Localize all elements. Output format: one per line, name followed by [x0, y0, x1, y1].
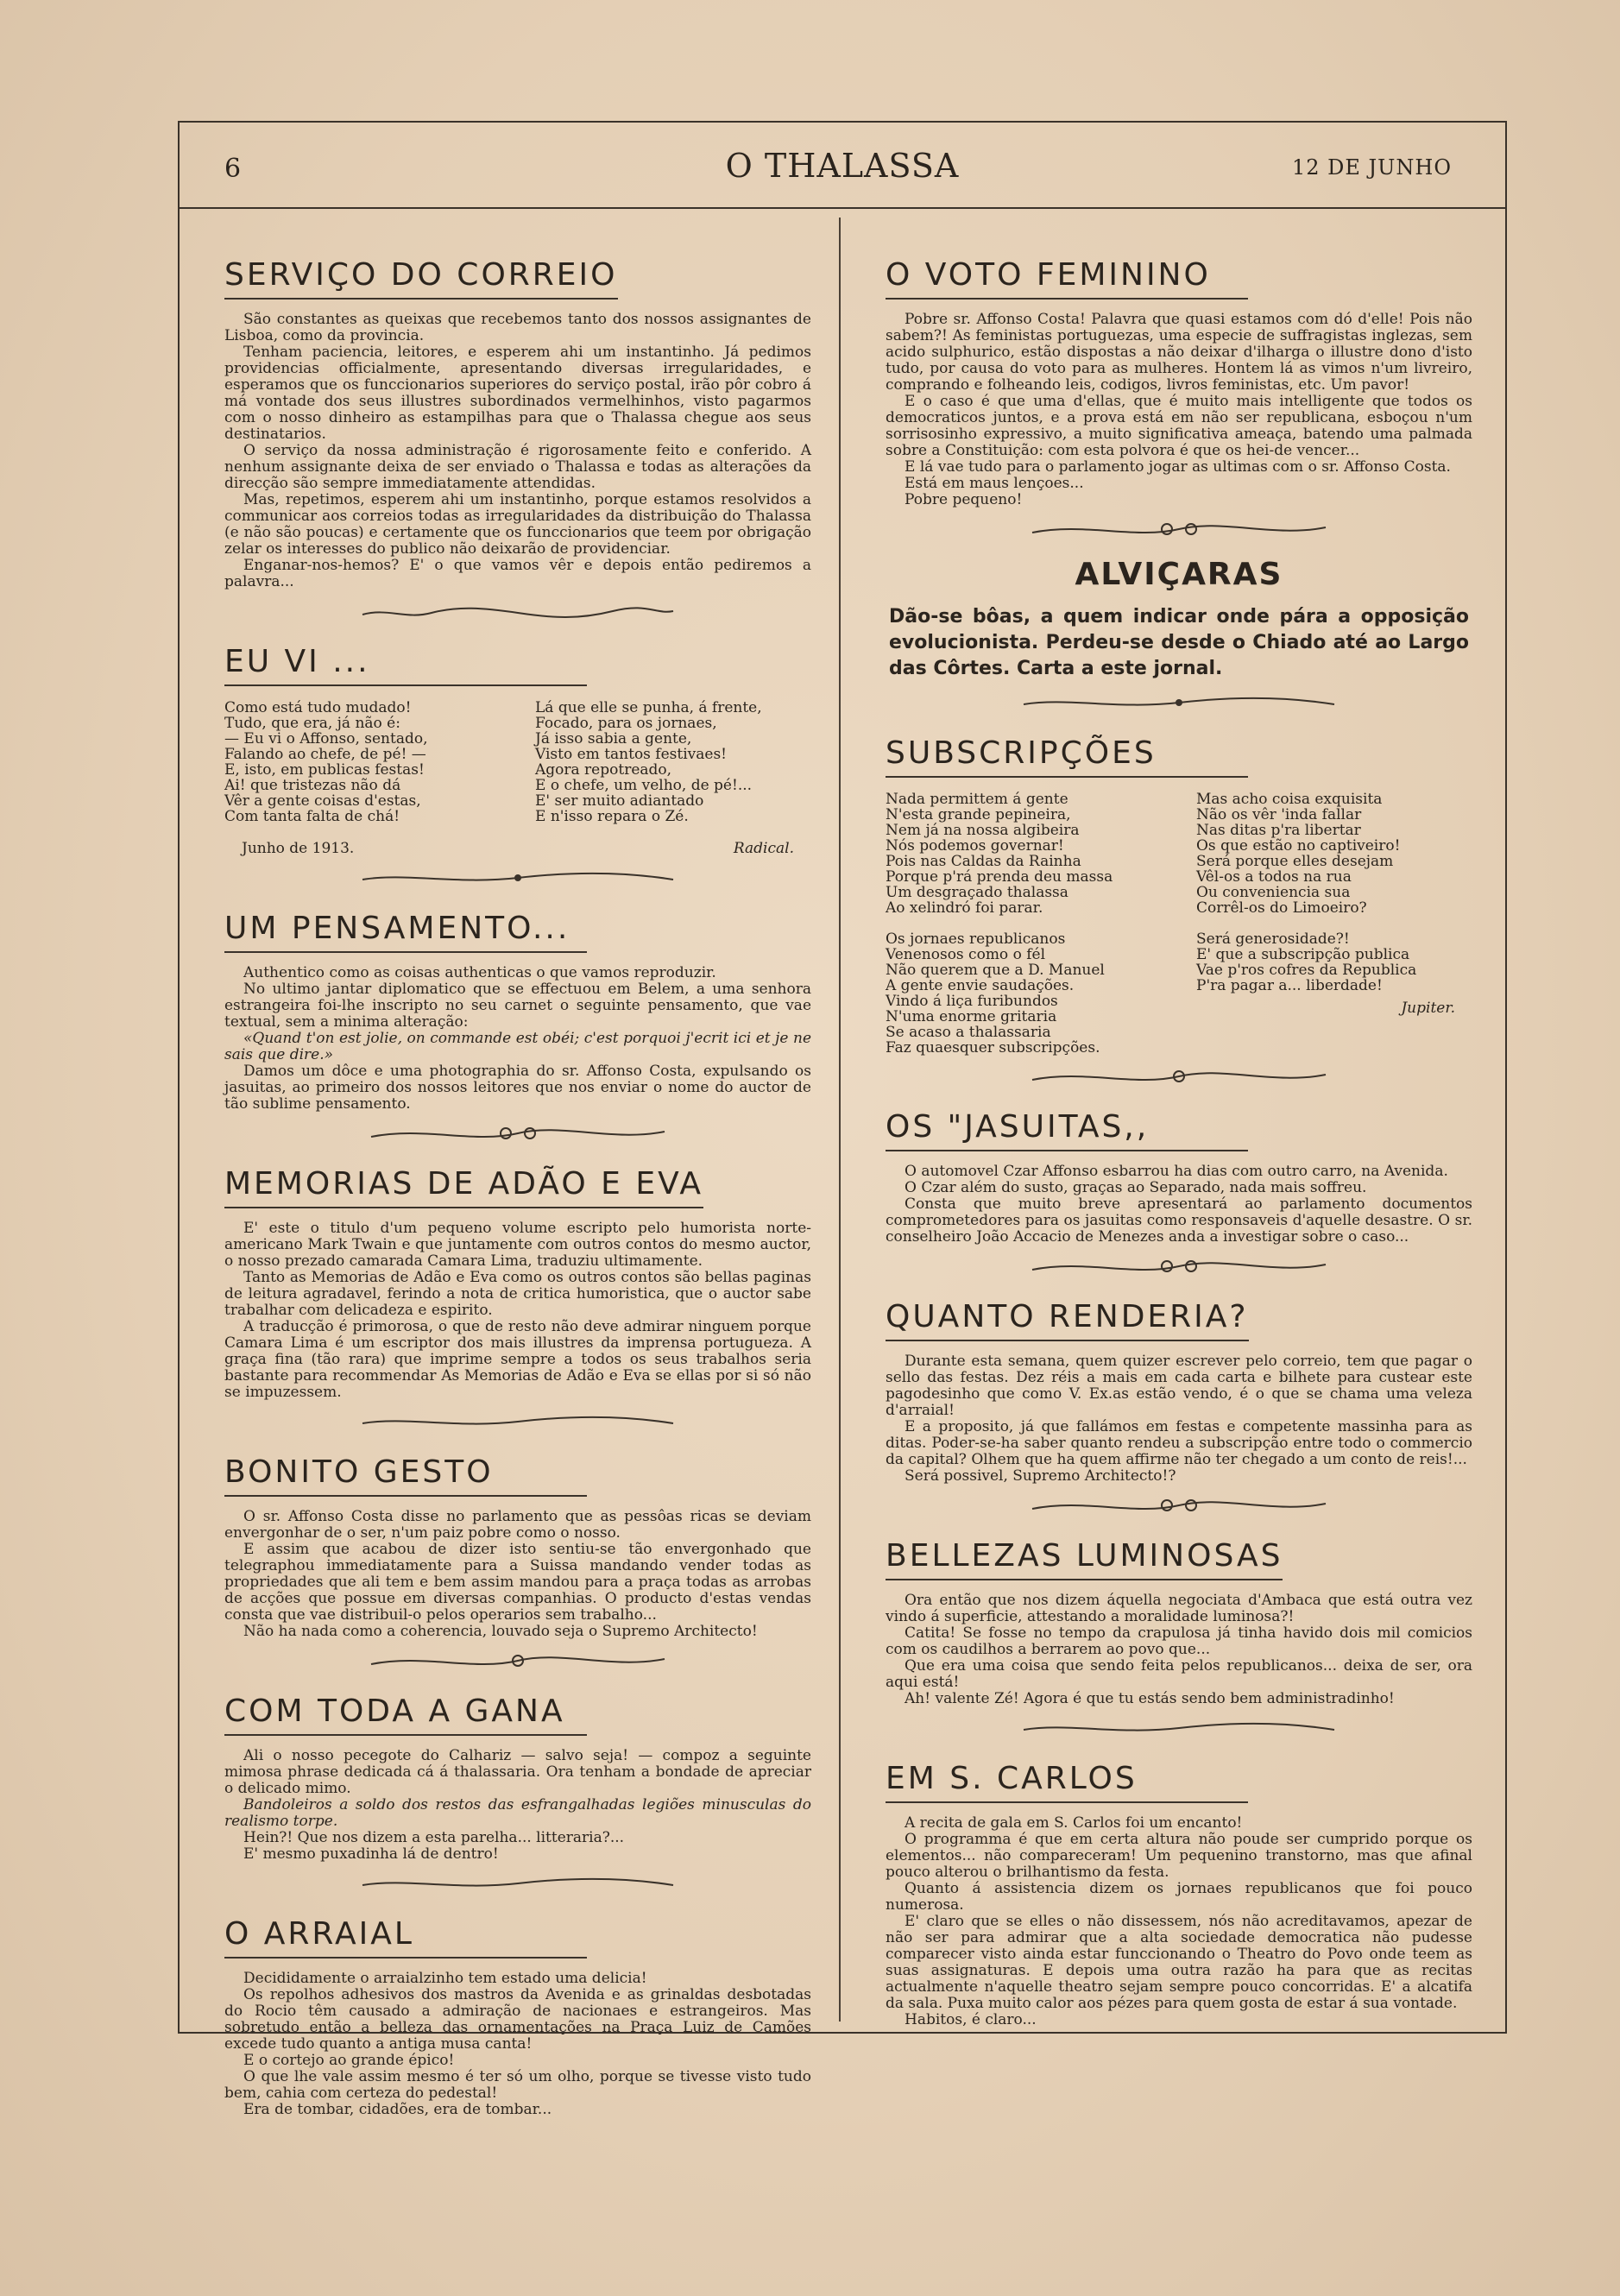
paragraph: Ora então que nos dizem áquella negociata d'Ambaca que está outra vez vindo á superficie, attestando a moralidade luminosa?!: [886, 1592, 1472, 1625]
paragraph: E a proposito, já que fallámos em festas e competente massinha para as ditas. Poder-se-ha saber quanto rendeu a subscripção entre todo o commercio da capital? Olhem que ha quem affirme não ter chegado a um conto de reis!...: [886, 1418, 1472, 1468]
poem-line: E o chefe, um velho, de pé!...: [535, 777, 753, 794]
poem: [886, 792, 1472, 1056]
poem-line: Nós podemos governar!: [886, 837, 1064, 855]
poem-line: Não os vêr 'inda fallar: [1196, 806, 1362, 823]
article-title: MEMORIAS DE ADÃO E EVA: [224, 1166, 703, 1208]
poem-line: Lá que elle se punha, á frente,: [535, 699, 762, 716]
paragraph: Consta que muito breve apresentará ao parlamento documentos comprometedores para os jasuitas como responsaveis d'aquelle desastre. O sr. conselheiro João Accacio de Menezes anda a investigar sobre o caso...: [886, 1195, 1472, 1246]
article-body: [224, 1971, 811, 2118]
paragraph: E assim que acabou de dizer isto sentiu-se tão envergonhado que telegraphou immediatamente para a Suissa mandando vender todas as propriedades que ali tem e bem assim mandou para a praça todas as arrobas de acções que possue em diversas companhias. O producto d'estas vendas consta que vae distribuil-o pelos operarios sem trabalho...: [224, 1541, 811, 1624]
article-body: [224, 312, 811, 590]
poem-line: Visto em tantos festivaes!: [535, 746, 728, 763]
article-body: [224, 1748, 811, 1863]
flourish-ornament-icon: [886, 1493, 1472, 1517]
paragraph: Authentico como as coisas authenticas o que vamos reproduzir.: [243, 964, 716, 981]
article-bonito-gesto: [224, 1449, 811, 1673]
poem-line: N'uma enorme gritaria: [886, 1008, 1057, 1025]
paragraph: Pobre sr. Affonso Costa! Palavra que quasi estamos com dó d'elle! Pois não sabem?! As feministas portuguezas, uma especie de suffragistas inglezas, sem acido sulphurico, estão dispostas a não deixar d'ilharga o illustre dono d'isto tudo, por causa do voto para as mulheres. Hontem lá as vimos n'um livreiro, comprando e folheando leis, codigos, livros feministas, etc. Um pavor!: [886, 311, 1472, 394]
article-body: [886, 1353, 1472, 1485]
poem-line: N'esta grande pepineira,: [886, 806, 1071, 823]
paragraph: O automovel Czar Affonso esbarrou ha dias com outro carro, na Avenida.: [905, 1163, 1448, 1180]
announcement-text: Dão-se bôas, a quem indicar onde pára a opposição evolucionista. Perdeu-se desde o Chiado até ao Largo das Côrtes. Carta a este jornal.: [889, 606, 1469, 679]
poem-line: Venenosos como o fél: [886, 946, 1045, 963]
poem-line: Já isso sabia a gente,: [535, 730, 692, 747]
stanza-gap: [886, 916, 1162, 931]
article-title: ALVIÇARAS: [1075, 557, 1283, 592]
article-title: BONITO GESTO: [224, 1454, 587, 1497]
article-title: QUANTO RENDERIA?: [886, 1299, 1249, 1341]
poem-line: Os que estão no captiveiro!: [1196, 837, 1401, 855]
paragraph: Mas, repetimos, esperem ahi um instantinho, porque estamos resolvidos a communicar aos correios todas as irregularidades da distribuição do Thalassa (e não são poucas) e certamente que os funccionarios que teem por obrigação zelar os interesses do publico não deixarão de providenciar.: [224, 491, 811, 558]
paragraph: O que lhe vale assim mesmo é ter só um olho, porque se tivesse visto tudo bem, cahia com certeza do pedestal!: [224, 2068, 811, 2102]
poem-line: Nem já na nossa algibeira: [886, 822, 1080, 839]
poem-line: Vêr a gente coisas d'estas,: [224, 792, 421, 810]
poem-line: P'ra pagar a... liberdade!: [1196, 977, 1383, 994]
paragraph: E' este o titulo d'um pequeno volume escripto pelo humorista norte-americano Mark Twain e que juntamente com outros contos do mesmo auctor, o nosso prezado camarada Camara Lima, traduziu ultimamente.: [224, 1220, 811, 1270]
paragraph: Decididamente o arraialzinho tem estado uma delicia!: [243, 1970, 647, 1987]
paragraph: E o cortejo ao grande épico!: [243, 2052, 455, 2069]
poem-line: Ai! que tristezas não dá: [224, 777, 401, 794]
article-memorias: [224, 1161, 811, 1434]
poem-line: Vae p'ros cofres da Republica: [1196, 962, 1417, 979]
flourish-ornament-icon: [886, 1064, 1472, 1088]
flourish-ornament-icon: [224, 1121, 811, 1145]
poem-line: Nada permittem á gente: [886, 791, 1068, 808]
dateline: Junho de 1913.: [242, 840, 355, 857]
poem-line: E' que a subscripção publica: [1196, 946, 1410, 963]
paragraph: Quanto á assistencia dizem os jornaes republicanos que foi pouco numerosa.: [886, 1880, 1472, 1914]
paragraph: A recita de gala em S. Carlos foi um encanto!: [905, 1814, 1243, 1832]
poem-line: Um desgraçado thalassa: [886, 884, 1068, 901]
article-title: EM S. CARLOS: [886, 1761, 1248, 1803]
article-body: [886, 1593, 1472, 1707]
paragraph: Ah! valente Zé! Agora é que tu estás sendo bem administradinho!: [905, 1690, 1395, 1707]
poem-column-right: [1196, 792, 1472, 1056]
poem-line: Porque p'rá prenda deu massa: [886, 868, 1113, 886]
flourish-ornament-icon: [224, 599, 811, 623]
flourish-ornament-icon: [224, 866, 811, 890]
poem-line: Vêl-os a todos na rua: [1196, 868, 1352, 886]
paragraph: Será possivel, Supremo Architecto!?: [905, 1467, 1176, 1485]
signature: Radical.: [733, 840, 794, 857]
paragraph: O programma é que em certa altura não poude ser cumprido porque os elementos... não compareceram! Um pequenino transtorno, mas que afinal pouco alterou o brilhantismo da festa.: [886, 1831, 1472, 1881]
poem-line: Com tanta falta de chá!: [224, 808, 400, 825]
poem-line: Será porque elles desejam: [1196, 853, 1394, 870]
paragraph: Habitos, é claro...: [905, 2011, 1037, 2028]
poem-line: Faz quaesquer subscripções.: [886, 1039, 1100, 1057]
flourish-ornament-icon: [224, 1410, 811, 1434]
article-body: [224, 1221, 811, 1401]
paragraph: Ali o nosso pecegote do Calhariz — salvo seja! — compoz a seguinte mimosa phrase dedicada cá á thalassaria. Ora tenham a bondade de apreciar o delicado mimo.: [224, 1747, 811, 1797]
article-title: COM TODA A GANA: [224, 1694, 587, 1736]
article-subscripcoes: [886, 730, 1472, 1088]
article-body: [224, 1509, 811, 1640]
poem-line: Os jornaes republicanos: [886, 930, 1066, 948]
article-title: BELLEZAS LUMINOSAS: [886, 1538, 1283, 1580]
paragraph: Que era uma coisa que sendo feita pelos republicanos... deixa de ser, ora aqui está!: [886, 1657, 1472, 1691]
poem-line: Falando ao chefe, de pé! —: [224, 746, 426, 763]
article-quanto-renderia: [886, 1294, 1472, 1517]
flourish-ornament-icon: [886, 691, 1472, 715]
paragraph: Durante esta semana, quem quizer escrever pelo correio, tem que pagar o sello das festas. Dez réis a mais em cada carta e bilhete para custear este pagodesinho que como V. Ex.as estão vendo, é o que se chama uma veleza d'arraial!: [886, 1353, 1472, 1419]
article-servico-correio: [224, 252, 811, 623]
article-body: [886, 312, 1472, 508]
signature: Jupiter.: [1401, 1000, 1455, 1017]
article-alvicaras: [886, 557, 1472, 715]
poem-line: Mas acho coisa exquisita: [1196, 791, 1383, 808]
paragraph: Enganar-nos-hemos? E' o que vamos vêr e depois então pediremos a palavra...: [224, 557, 811, 590]
poem-line: Agora repotreado,: [535, 761, 672, 779]
article-eu-vi: [224, 639, 811, 890]
paragraph: Não ha nada como a coherencia, louvado seja o Supremo Architecto!: [243, 1623, 758, 1640]
poem-line: E n'isso repara o Zé.: [535, 808, 689, 825]
left-column: [224, 252, 811, 2118]
masthead-title: O THALASSA: [725, 147, 960, 185]
page-number: 6: [224, 154, 242, 184]
poem-column-left: [224, 700, 501, 824]
paragraph: Catita! Se fosse no tempo da crapulosa já tinha havido dois mil comicios com os caudilhos a berrarem ao povo que...: [886, 1624, 1472, 1658]
poem-line: Tudo, que era, já não é:: [224, 715, 400, 732]
paragraph: Pobre pequeno!: [905, 491, 1023, 508]
article-body: [886, 1164, 1472, 1246]
poem-line: Ao xelindró foi parar.: [886, 899, 1043, 917]
paragraph: Damos um dôce e uma photographia do sr. Affonso Costa, expulsando os jasuitas, ao primeiro dos nossos leitores que nos enviar o nome do auctor de tão sublime pensamento.: [224, 1063, 811, 1113]
paragraph: O sr. Affonso Costa disse no parlamento que as pessôas ricas se deviam envergonhar de o ser, n'um paiz pobre como o nosso.: [224, 1508, 811, 1542]
flourish-ornament-icon: [886, 1716, 1472, 1740]
article-title: EU VI ...: [224, 644, 587, 686]
poem-line: Focado, para os jornaes,: [535, 715, 717, 732]
paragraph: E' mesmo puxadinha lá de dentro!: [243, 1845, 499, 1863]
poem-line: Corrêl-os do Limoeiro?: [1196, 899, 1367, 917]
paragraph: São constantes as queixas que recebemos tanto dos nossos assignantes de Lisboa, como da provincia.: [224, 311, 811, 344]
poem-line: Pois nas Caldas da Rainha: [886, 853, 1081, 870]
signoff: [242, 840, 794, 857]
paragraph: No ultimo jantar diplomatico que se effectuou em Belem, a uma senhora estrangeira foi-lhe inscripto no seu carnet o seguinte pensamento, que vae textual, sem a minima alteração:: [224, 981, 811, 1031]
article-body: [224, 965, 811, 1113]
article-title: O ARRAIAL: [224, 1916, 587, 1959]
stanza-gap: [1196, 916, 1472, 931]
paragraph: O serviço da nossa administração é rigorosamente feito e conferido. A nenhum assignante deixa de ser enviado o Thalassa e todas as alterações da direcção são sempre immediatamente attendidas.: [224, 442, 811, 492]
column-divider: [839, 218, 841, 2022]
article-body: [886, 1815, 1472, 2028]
poem-column-left: [886, 792, 1162, 1056]
paragraph: A traducção é primorosa, o que de resto não deve admirar ninguem porque Camara Lima é um escriptor dos mais illustres da imprensa portugueza. A graça fina (tão rara) que imprime sempre a todos os seus trabalhos seria bastante para recommendar As Memorias de Adão e Eva se ellas por si só não se impuzessem.: [224, 1318, 811, 1401]
poem-line: E, isto, em publicas festas!: [224, 761, 425, 779]
poem-line: Vindo á liça furibundos: [886, 993, 1058, 1010]
article-em-s-carlos: [886, 1756, 1472, 2028]
article-com-toda-a-gana: [224, 1688, 811, 1895]
poem-column-right: [535, 700, 811, 824]
article-bellezas-luminosas: [886, 1533, 1472, 1740]
flourish-ornament-icon: [224, 1649, 811, 1673]
paragraph: Está em maus lençoes...: [905, 475, 1084, 492]
paragraph: «Quand t'on est jolie, on commande est obéi; c'est porquoi j'ecrit ici et je ne sais que dire.»: [224, 1030, 811, 1063]
poem-line: Ou conveniencia sua: [1196, 884, 1351, 901]
paragraph: Hein?! Que nos dizem a esta parelha... litteraria?...: [243, 1829, 625, 1846]
article-title: SUBSCRIPÇÕES: [886, 735, 1248, 778]
flourish-ornament-icon: [224, 1871, 811, 1895]
article-voto-feminino: [886, 252, 1472, 541]
paragraph: Era de tombar, cidadões, era de tombar...: [243, 2101, 552, 2118]
article-title: O VOTO FEMININO: [886, 257, 1248, 300]
flourish-ornament-icon: [886, 1254, 1472, 1278]
paragraph: E' claro que se elles o não dissessem, nós não acreditavamos, apezar de não ser para admirar que a alta sociedade democratica não pudesse comparecer visto ainda estar funccionando o Theatro do Povo onde teem as suas assignaturas. E depois uma outra razão ha para que as recitas actualmente n'aquelle theatro sejam sempre pouco concorridas. E' a alcatifa da sala. Puxa muito calor aos pézes para quem gosta de estar á sua vontade.: [886, 1913, 1472, 2012]
poem-line: Será generosidade?!: [1196, 930, 1350, 948]
page-header: [180, 123, 1505, 209]
article-title: SERVIÇO DO CORREIO: [224, 257, 618, 300]
article-title: OS "JASUITAS,,: [886, 1109, 1248, 1151]
paragraph: Tenham paciencia, leitores, e esperem ahi um instantinho. Já pedimos providencias officialmente, apresentando diversas irregularidades, e esperamos que os funccionarios superiores do serviço postal, irão pôr cobro á má vontade dos seus illustres subordinados vermelhinhos, visto pagarmos com o nosso dinheiro as estampilhas para que o Thalassa chegue aos seus destinatarios.: [224, 344, 811, 443]
poem-line: E' ser muito adiantado: [535, 792, 704, 810]
paragraph: E lá vae tudo para o parlamento jogar as ultimas com o sr. Affonso Costa.: [905, 458, 1451, 476]
poem-line: Não querem que a D. Manuel: [886, 962, 1105, 979]
paragraph: Tanto as Memorias de Adão e Eva como os outros contos são bellas paginas de leitura agradavel, ferindo a nota de critica humoristica, que o auctor sabe trabalhar com delicadeza e espirito.: [224, 1269, 811, 1319]
poem-line: Nas ditas p'ra libertar: [1196, 822, 1361, 839]
poem-line: A gente envie saudações.: [886, 977, 1075, 994]
right-column: [886, 252, 1472, 2028]
paragraph: O Czar além do susto, graças ao Separado, nada mais soffreu.: [905, 1179, 1367, 1196]
paragraph: Bandoleiros a soldo dos restos das esfrangalhadas legiões minusculas do realismo torpe.: [224, 1796, 811, 1830]
issue-date: 12 DE JUNHO: [1291, 155, 1452, 180]
paragraph: E o caso é que uma d'ellas, que é muito mais intelligente que todos os democraticos juntos, e a prova está em não ser republicana, esboçou n'um sorrisosinho expressivo, a muito significativa ameaça, batendo uma palmada sobre a Constituição: com esta polvora é que os hei-de vencer...: [886, 393, 1472, 459]
article-title: UM PENSAMENTO...: [224, 911, 587, 953]
article-um-pensamento: [224, 905, 811, 1145]
poem-line: Como está tudo mudado!: [224, 699, 412, 716]
poem-line: — Eu vi o Affonso, sentado,: [224, 730, 428, 747]
article-o-arraial: [224, 1911, 811, 2118]
article-os-jasuitas: [886, 1104, 1472, 1278]
paragraph: Os repolhos adhesivos dos mastros da Avenida e as grinaldas desbotadas do Rocio têm causado a admiração de nacionaes e estrangeiros. Mas sobretudo então a belleza das ornamentações na Praça Luiz de Camões excede tudo quanto a antiga musa canta!: [224, 1986, 811, 2053]
flourish-ornament-icon: [886, 517, 1472, 541]
page-frame: [178, 121, 1507, 2118]
poem: [224, 700, 811, 824]
poem-line: Se acaso a thalassaria: [886, 1024, 1051, 1041]
